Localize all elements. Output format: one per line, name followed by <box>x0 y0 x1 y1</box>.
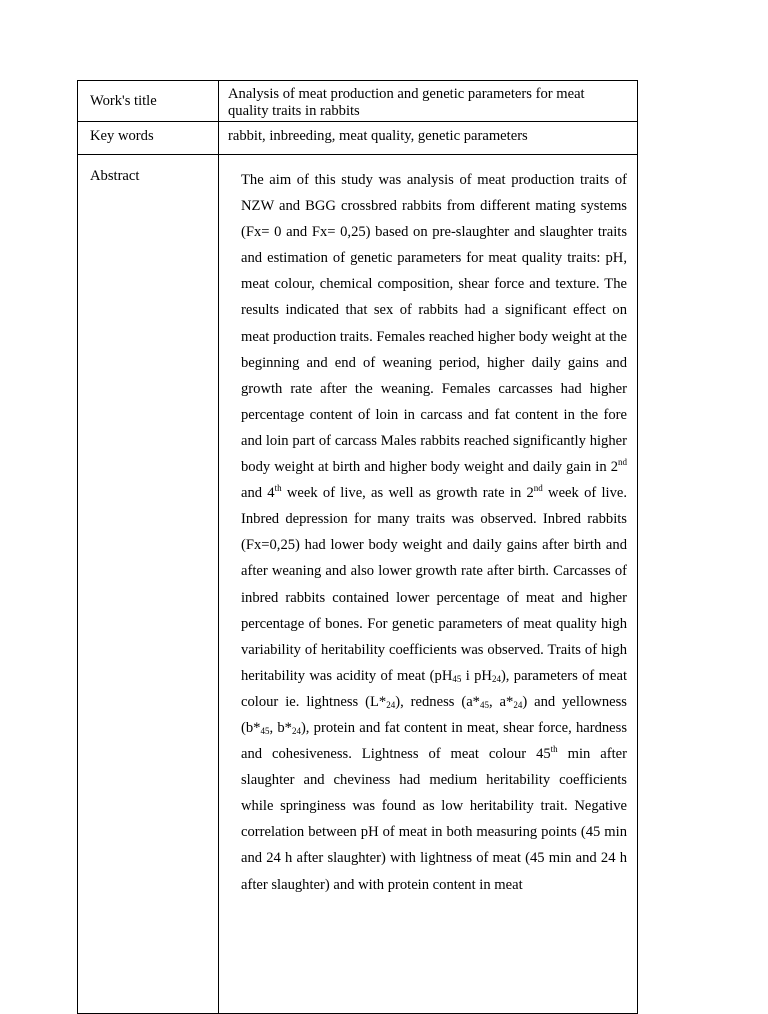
abstract-superscript: th <box>550 744 558 755</box>
value-cell <box>219 155 638 1014</box>
keywords-label: Key words <box>90 128 154 144</box>
abstract-segment: ), protein and fat content in meat, shear force, hardness and cohesiveness. Lightness of meat colour 45 <box>241 719 628 763</box>
value-cell <box>219 122 638 155</box>
info-table <box>77 80 638 1014</box>
label-cell <box>78 81 219 122</box>
work-title: Analysis of meat production and genetic parameters for meat quality traits in rabbits <box>228 86 585 119</box>
abstract-segment: min after slaughter and cheviness had medium heritability coefficients while springiness was found as low heritability trait. Negative correlation between pH of meat in both measuring points (45 min and 24 h after slaughter) with lightness of meat (45 min and 24 h after slaughter) and with protein content in meat <box>241 746 627 893</box>
abstract-segment: ), redness (a* <box>395 693 480 710</box>
label-cell <box>78 155 219 1014</box>
abstract-subscript: 45 <box>479 699 489 710</box>
abstract-subscript: 45 <box>260 725 270 736</box>
abstract-subscript: 24 <box>291 725 301 736</box>
abstract-segment: week of live, as well as growth rate in 2 <box>281 485 534 502</box>
abstract-subscript: 45 <box>452 673 462 684</box>
abstract-segment: The aim of this study was analysis of meat production traits of NZW and BGG crossbred rabbits from different mating systems (Fx= 0 and Fx= 0,25) based on pre-slaughter and slaughter traits and estimation of genetic parameters for meat quality traits: pH, meat colour, chemical composition, shear force and texture. The results indicated that sex of rabbits had a significant effect on meat production traits. Females reached higher body weight at the beginning and end of weaning period, higher daily gains and growth rate after the weaning. Females carcasses had higher percentage content of loin in carcass and fat content in the fore and loin part of carcass Males rabbits reached significantly higher body weight at birth and higher body weight and daily gain in 2 <box>241 172 627 476</box>
title-label: Work's title <box>90 93 157 109</box>
label-cell <box>78 122 219 155</box>
abstract-segment: i pH <box>461 667 492 684</box>
abstract-subscript: 24 <box>513 699 523 710</box>
abstract-segment: and 4 <box>241 485 275 502</box>
abstract-subscript: 24 <box>386 699 396 710</box>
abstract-segment: ) and yellowness (b* <box>241 693 627 736</box>
value-cell <box>219 81 638 122</box>
table-row-keywords <box>78 122 638 155</box>
abstract-segment: , b* <box>269 719 292 736</box>
abstract-label: Abstract <box>90 168 140 184</box>
abstract-superscript: nd <box>618 457 627 468</box>
keywords-value: rabbit, inbreeding, meat quality, genetic parameters <box>228 128 528 144</box>
abstract-superscript: th <box>274 483 282 494</box>
abstract-segment: , a* <box>488 693 514 710</box>
table-row-abstract <box>78 155 638 1014</box>
table-row-title <box>78 81 638 122</box>
abstract-text <box>219 155 637 898</box>
abstract-segment: ), parameters of meat colour ie. lightness (L* <box>241 667 627 710</box>
abstract-segment: week of live. Inbred depression for many traits was observed. Inbred rabbits (Fx=0,25) had lower body weight and daily gains after birth and after weaning and also lower growth rate after birth. Carcasses of inbred rabbits contained lower percentage of meat and higher percentage of bones. For genetic parameters of meat quality high variability of heritability coefficients was observed. Traits of high heritability was acidity of meat (pH <box>241 485 627 684</box>
abstract-subscript: 24 <box>491 673 501 684</box>
abstract-superscript: nd <box>533 483 543 494</box>
